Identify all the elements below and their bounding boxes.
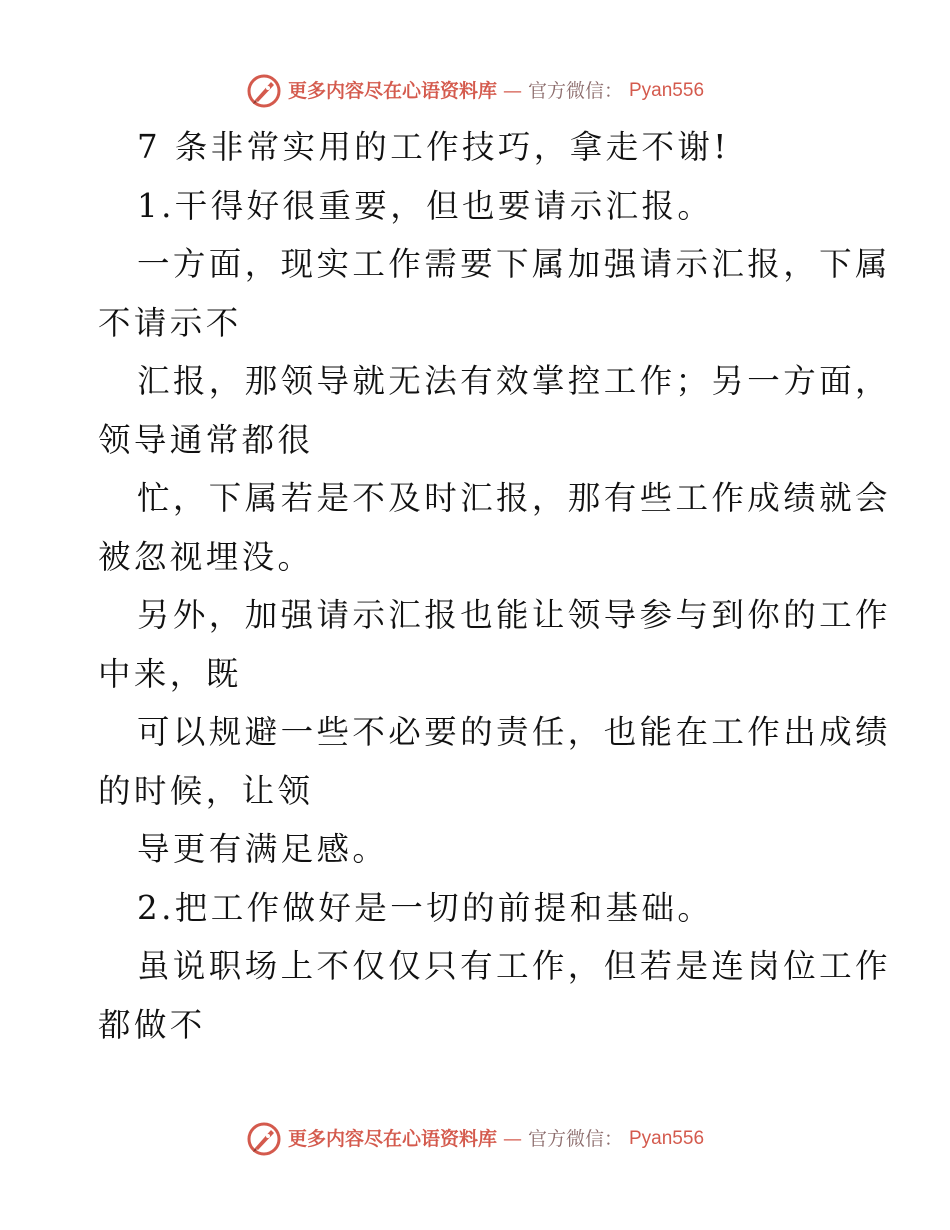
- document-line: 都做不: [98, 1005, 206, 1044]
- banner-wechat-account: Pyan556: [629, 80, 705, 101]
- document-line: 忙，下属若是不及时汇报，那有些工作成绩就会: [137, 479, 891, 517]
- banner-separator: —: [502, 1128, 522, 1150]
- banner-wechat-account: Pyan556: [629, 1128, 705, 1149]
- document-line: 的时候，让领: [98, 771, 314, 810]
- section-heading: 2.把工作做好是一切的前提和基础。: [137, 888, 714, 927]
- document-body: [98, 118, 891, 1054]
- document-line: 导更有满足感。: [137, 830, 389, 868]
- document-line: 领导通常都很: [98, 420, 314, 459]
- document-line: 虽说职场上不仅仅只有工作，但若是连岗位工作: [137, 947, 891, 985]
- footer-banner: [0, 1119, 950, 1159]
- quill-logo-icon: [246, 1121, 282, 1157]
- document-line: 被忽视埋没。: [98, 537, 314, 576]
- banner-wechat-label: 官方微信：: [527, 80, 623, 102]
- banner-separator: —: [502, 80, 522, 102]
- document-line: 可以规避一些不必要的责任，也能在工作出成绩: [137, 713, 891, 751]
- header-banner: [0, 71, 950, 111]
- banner-site-text: 更多内容尽在心语资料库: [287, 80, 497, 102]
- banner-wechat-label: 官方微信：: [527, 1128, 623, 1150]
- section-heading: 1.干得好很重要，但也要请示汇报。: [137, 186, 714, 225]
- document-line: 7 条非常实用的工作技巧，拿走不谢!: [137, 128, 730, 166]
- banner-site-text: 更多内容尽在心语资料库: [287, 1128, 497, 1150]
- document-line: 不请示不: [98, 303, 242, 342]
- quill-logo-icon: [246, 73, 282, 109]
- document-line: 中来，既: [98, 654, 242, 693]
- document-line: 汇报，那领导就无法有效掌控工作；另一方面，: [137, 362, 891, 400]
- document-line: 另外，加强请示汇报也能让领导参与到你的工作: [137, 596, 891, 634]
- document-line: 一方面，现实工作需要下属加强请示汇报，下属: [137, 245, 891, 283]
